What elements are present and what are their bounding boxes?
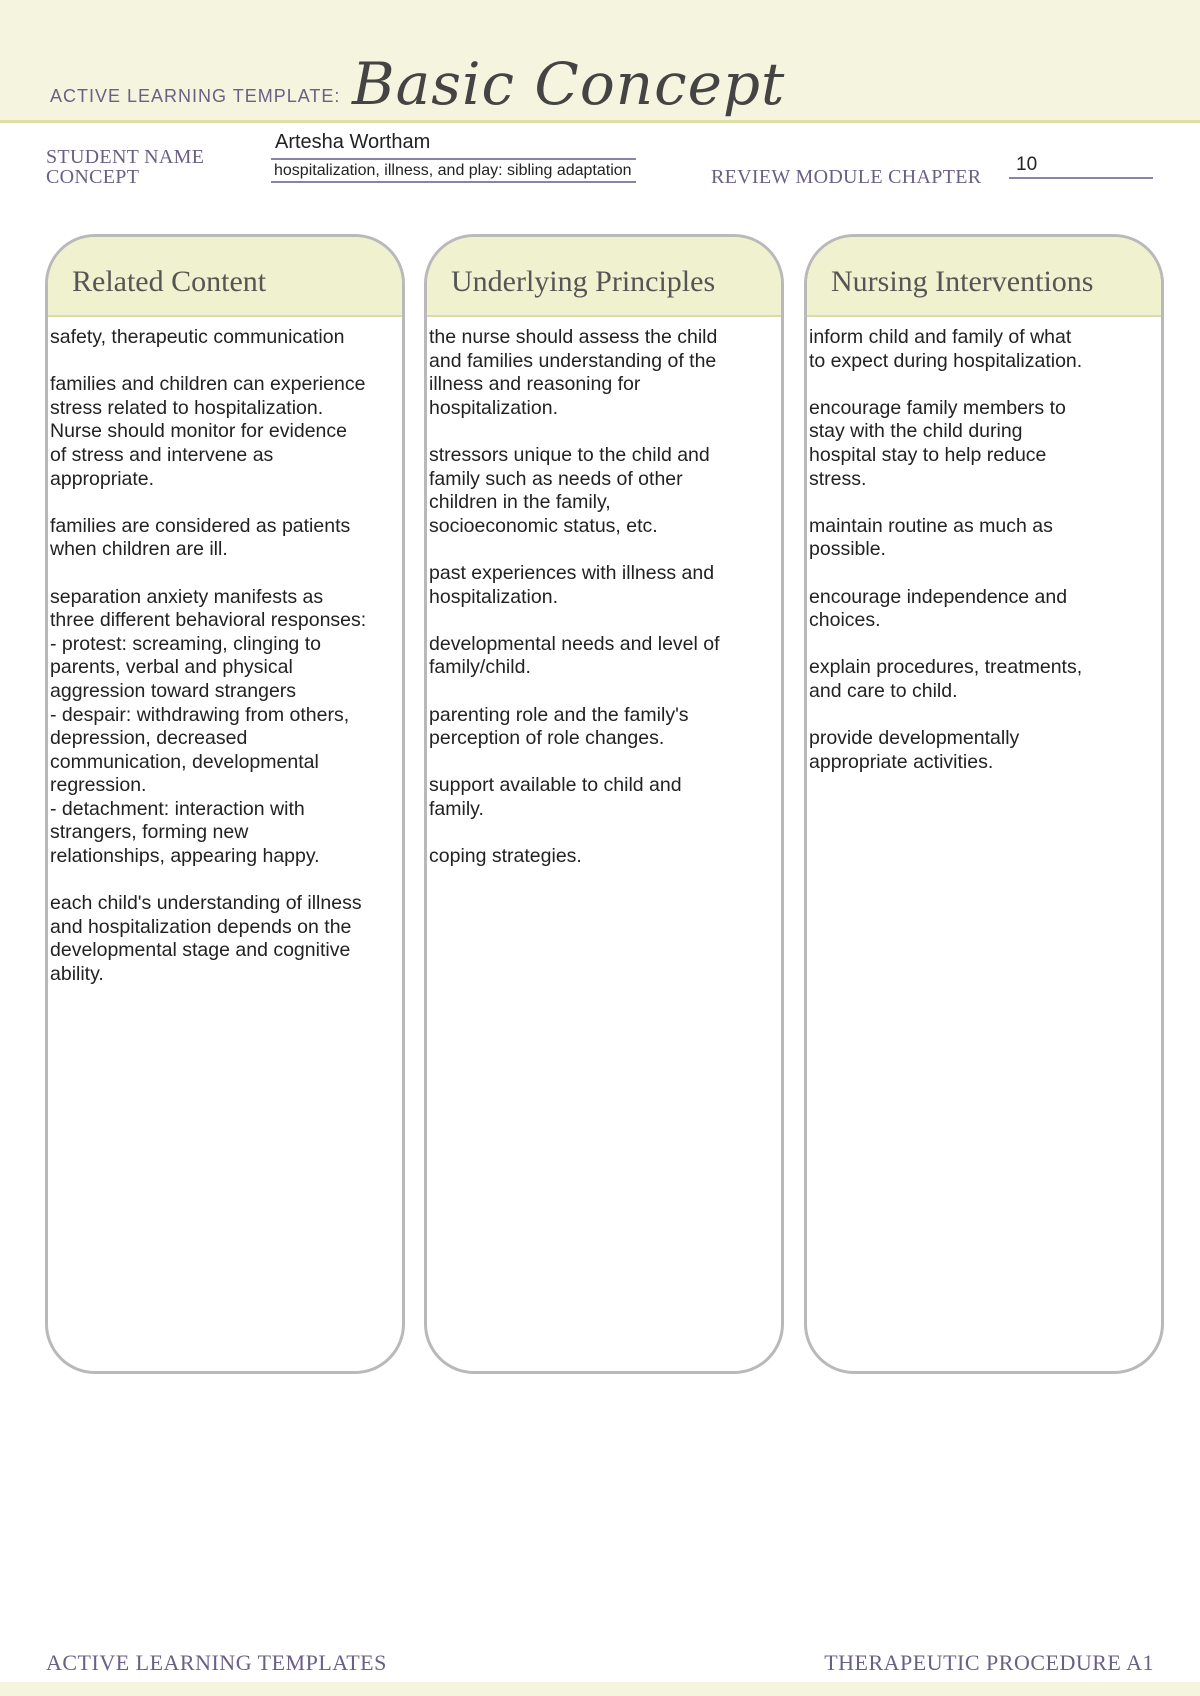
text-line: separation anxiety manifests as	[50, 585, 324, 608]
paragraph	[50, 586, 402, 869]
text-line: to expect during hospitalization.	[809, 349, 1083, 372]
text-line: hospitalization.	[429, 585, 558, 608]
chapter-underline	[1009, 177, 1153, 179]
text-line: perception of role changes.	[429, 727, 665, 750]
text-line: stress.	[809, 467, 867, 490]
text-line: coping strategies.	[429, 845, 582, 868]
text-line: ability.	[50, 963, 104, 986]
text-line: developmental stage and cognitive	[50, 939, 351, 962]
text-line: - despair: withdrawing from others,	[50, 703, 350, 726]
concept-field[interactable]: hospitalization, illness, and play: sibling adaptation	[274, 162, 632, 179]
text-line: parenting role and the family's	[429, 703, 689, 726]
text-line: provide developmentally	[809, 727, 1020, 750]
text-line: appropriate.	[50, 467, 155, 490]
footer-left: ACTIVE LEARNING TEMPLATES	[46, 1650, 387, 1675]
paragraph	[50, 326, 402, 350]
text-line: family.	[429, 797, 484, 820]
paragraph	[429, 562, 781, 609]
text-line: family such as needs of other	[429, 467, 683, 490]
text-line: relationships, appearing happy.	[50, 845, 320, 868]
text-line: depression, decreased	[50, 727, 248, 750]
paragraph	[429, 845, 781, 869]
text-line: regression.	[50, 774, 147, 797]
concept-label: CONCEPT	[46, 166, 140, 188]
panel-title-nursing-interventions: Nursing Interventions	[807, 237, 1161, 317]
paragraph	[429, 633, 781, 680]
text-line: encourage independence and	[809, 585, 1068, 608]
text-line: hospital stay to help reduce	[809, 443, 1047, 466]
text-line: stressors unique to the child and	[429, 443, 710, 466]
paragraph	[50, 892, 402, 986]
text-line: inform child and family of what	[809, 326, 1072, 348]
text-line: - detachment: interaction with	[50, 797, 305, 820]
text-line: appropriate activities.	[809, 750, 994, 773]
panel-title-related-content: Related Content	[48, 237, 402, 317]
page-title: Basic Concept	[352, 50, 786, 118]
text-line: communication, developmental	[50, 750, 319, 773]
text-line: maintain routine as much as	[809, 514, 1053, 537]
text-line: families are considered as patients	[50, 514, 351, 537]
paragraph	[809, 326, 1161, 373]
text-line: past experiences with illness and	[429, 561, 715, 584]
text-line: - protest: screaming, clinging to	[50, 632, 321, 655]
text-line: possible.	[809, 538, 886, 561]
student-name-label: STUDENT NAME	[46, 146, 205, 168]
nursing-interventions-text[interactable]	[807, 317, 1161, 774]
paragraph	[50, 373, 402, 491]
text-line: stress related to hospitalization.	[50, 396, 324, 419]
text-line: choices.	[809, 609, 881, 632]
panel-nursing-interventions	[804, 234, 1164, 1374]
text-line: developmental needs and level of	[429, 632, 720, 655]
text-line: illness and reasoning for	[429, 373, 641, 396]
paragraph	[429, 774, 781, 821]
panel-underlying-principles	[424, 234, 784, 1374]
text-line: family/child.	[429, 656, 531, 679]
student-name-underline	[271, 158, 636, 160]
text-line: and hospitalization depends on the	[50, 915, 352, 938]
paragraph	[809, 515, 1161, 562]
text-line: each child's understanding of illness	[50, 892, 362, 915]
paragraph	[50, 515, 402, 562]
text-line: aggression toward strangers	[50, 679, 297, 702]
text-line: children in the family,	[429, 491, 611, 514]
paragraph	[809, 586, 1161, 633]
paragraph	[809, 656, 1161, 703]
paragraph	[809, 727, 1161, 774]
text-line: stay with the child during	[809, 420, 1023, 443]
chapter-label: REVIEW MODULE CHAPTER	[711, 166, 982, 188]
panel-title-underlying-principles: Underlying Principles	[427, 237, 781, 317]
paragraph	[429, 704, 781, 751]
concept-underline	[271, 181, 636, 183]
footer-band	[0, 1682, 1200, 1696]
text-line: parents, verbal and physical	[50, 656, 293, 679]
paragraph	[429, 326, 781, 420]
text-line: three different behavioral responses:	[50, 609, 367, 632]
footer-right: THERAPEUTIC PROCEDURE A1	[824, 1650, 1154, 1675]
template-label: ACTIVE LEARNING TEMPLATE:	[50, 86, 341, 106]
text-line: and families understanding of the	[429, 349, 717, 372]
text-line: encourage family members to	[809, 396, 1066, 419]
text-line: of stress and intervene as	[50, 443, 274, 466]
text-line: hospitalization.	[429, 396, 558, 419]
text-line: families and children can experience	[50, 373, 366, 396]
text-line: when children are ill.	[50, 538, 228, 561]
text-line: the nurse should assess the child	[429, 326, 718, 348]
underlying-principles-text[interactable]	[427, 317, 781, 869]
text-line: socioeconomic status, etc.	[429, 514, 658, 537]
panel-related-content	[45, 234, 405, 1374]
text-line: safety, therapeutic communication	[50, 326, 345, 348]
text-line: Nurse should monitor for evidence	[50, 420, 347, 443]
paragraph	[809, 397, 1161, 491]
student-name-field[interactable]: Artesha Wortham	[275, 131, 431, 153]
text-line: and care to child.	[809, 679, 958, 702]
related-content-text[interactable]	[48, 317, 402, 987]
text-line: support available to child and	[429, 774, 682, 797]
paragraph	[429, 444, 781, 538]
text-line: explain procedures, treatments,	[809, 656, 1083, 679]
text-line: strangers, forming new	[50, 821, 249, 844]
chapter-field[interactable]: 10	[1016, 154, 1038, 175]
